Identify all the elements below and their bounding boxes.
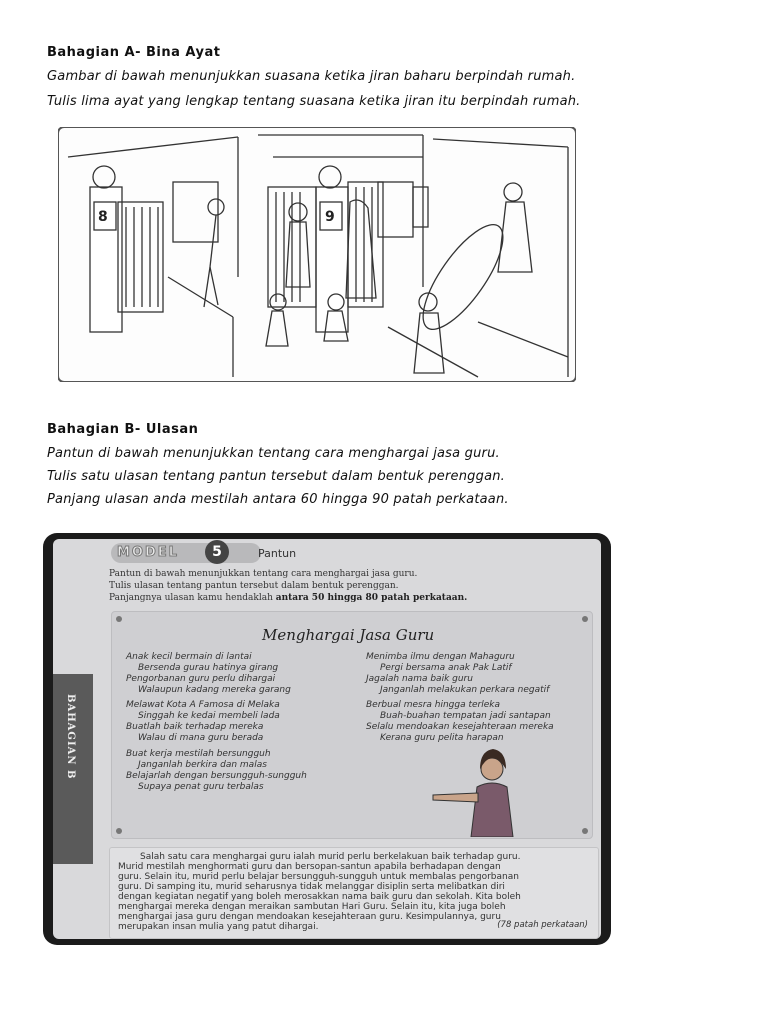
summary-line: menghargai mereka dengan meraikan sambutan Hari Guru. Selain itu, kita juga boleh xyxy=(118,902,506,912)
book-page-photo xyxy=(43,533,611,945)
book-instruction-3 xyxy=(109,593,467,603)
section-b-instruction-2: Tulis satu ulasan tentang pantun tersebut dalam bentuk perenggan. xyxy=(47,469,506,484)
poem-line: Kerana guru pelita harapan xyxy=(380,733,504,743)
poem-line: Jagalah nama baik guru xyxy=(366,674,473,684)
side-tab-label: BAHAGIAN B xyxy=(65,694,76,780)
poem-line: Buat kerja mestilah bersungguh xyxy=(126,749,271,759)
side-tab xyxy=(53,674,93,864)
poem-line: Buatlah baik terhadap mereka xyxy=(126,722,264,732)
book-instruction-2: Tulis ulasan tentang pantun tersebut dalam bentuk perenggan. xyxy=(109,581,399,591)
summary-line: dengan kegiatan negatif yang boleh merosakkan nama baik guru dan sekolah. Kita boleh xyxy=(118,892,521,902)
poem-line: Janganlah melakukan perkara negatif xyxy=(380,685,550,695)
section-a-title: Bahagian A- Bina Ayat xyxy=(47,45,221,60)
pin-icon xyxy=(116,828,122,834)
book-instruction-3-bold: antara 50 hingga 80 patah perkataan. xyxy=(275,593,468,603)
poem-line: Janganlah berkira dan malas xyxy=(138,760,267,770)
section-b-title: Bahagian B- Ulasan xyxy=(47,422,199,437)
section-b-instruction-1: Pantun di bawah menunjukkan tentang cara menghargai jasa guru. xyxy=(47,446,500,461)
house-number-left: 8 xyxy=(98,209,108,225)
section-a-instruction-2: Tulis lima ayat yang lengkap tentang suasana ketika jiran itu berpindah rumah. xyxy=(47,94,581,109)
summary-line: merupakan insan mulia yang patut dihargai. xyxy=(118,922,319,932)
pin-icon xyxy=(116,616,122,622)
model-type: Pantun xyxy=(258,547,297,560)
model-number: 5 xyxy=(205,540,229,564)
poem-box xyxy=(111,611,593,839)
model-label: MODEL xyxy=(117,545,179,560)
poem-line: Menimba ilmu dengan Mahaguru xyxy=(366,652,515,662)
summary-line: Murid mestilah menghormati guru dan bersopan-santun apabila berhadapan dengan xyxy=(118,862,501,872)
poem-line: Buah-buahan tempatan jadi santapan xyxy=(380,711,551,721)
summary-line: Salah satu cara menghargai guru ialah murid perlu berkelakuan baik terhadap guru. xyxy=(140,852,521,862)
poem-line: Bersenda gurau hatinya girang xyxy=(138,663,279,673)
poem-line: Walau di mana guru berada xyxy=(138,733,264,743)
moving-house-illustration xyxy=(58,127,576,382)
poem-line: Pergi bersama anak Pak Latif xyxy=(380,663,512,673)
poem-title: Menghargai Jasa Guru xyxy=(262,626,435,644)
poem-line: Supaya penat guru terbalas xyxy=(138,782,264,792)
summary-line: guru. Selain itu, murid perlu belajar bersungguh-sungguh untuk membalas pengorbanan xyxy=(118,872,519,882)
poem-line: Singgah ke kedai membeli lada xyxy=(138,711,280,721)
book-page xyxy=(53,539,601,939)
poem-line: Selalu mendoakan kesejahteraan mereka xyxy=(366,722,554,732)
poem-line: Walaupun kadang mereka garang xyxy=(138,685,291,695)
pin-icon xyxy=(582,616,588,622)
poem-line: Berbual mesra hingga terleka xyxy=(366,700,501,710)
section-b-instruction-3: Panjang ulasan anda mestilah antara 60 hingga 90 patah perkataan. xyxy=(47,492,509,507)
teacher-illustration xyxy=(422,747,542,837)
summary-box xyxy=(109,847,599,939)
poem-line: Belajarlah dengan bersungguh-sungguh xyxy=(126,771,307,781)
poem-line: Pengorbanan guru perlu dihargai xyxy=(126,674,276,684)
book-instruction-3-text: Panjangnya ulasan kamu hendaklah xyxy=(109,593,276,603)
book-instruction-1: Pantun di bawah menunjukkan tentang cara menghargai jasa guru. xyxy=(109,569,418,579)
poem-line: Melawat Kota A Famosa di Melaka xyxy=(126,700,280,710)
word-count: (78 patah perkataan) xyxy=(497,920,588,930)
section-a-instruction-1: Gambar di bawah menunjukkan suasana ketika jiran baharu berpindah rumah. xyxy=(47,69,576,84)
house-number-right: 9 xyxy=(325,209,335,225)
summary-line: guru. Di samping itu, murid seharusnya tidak melanggar disiplin serta melibatkan diri xyxy=(118,882,505,892)
summary-line: menghargai jasa guru dengan mendoakan kesejahteraan guru. Kesimpulannya, guru xyxy=(118,912,501,922)
poem-line: Anak kecil bermain di lantai xyxy=(126,652,252,662)
pin-icon xyxy=(582,828,588,834)
